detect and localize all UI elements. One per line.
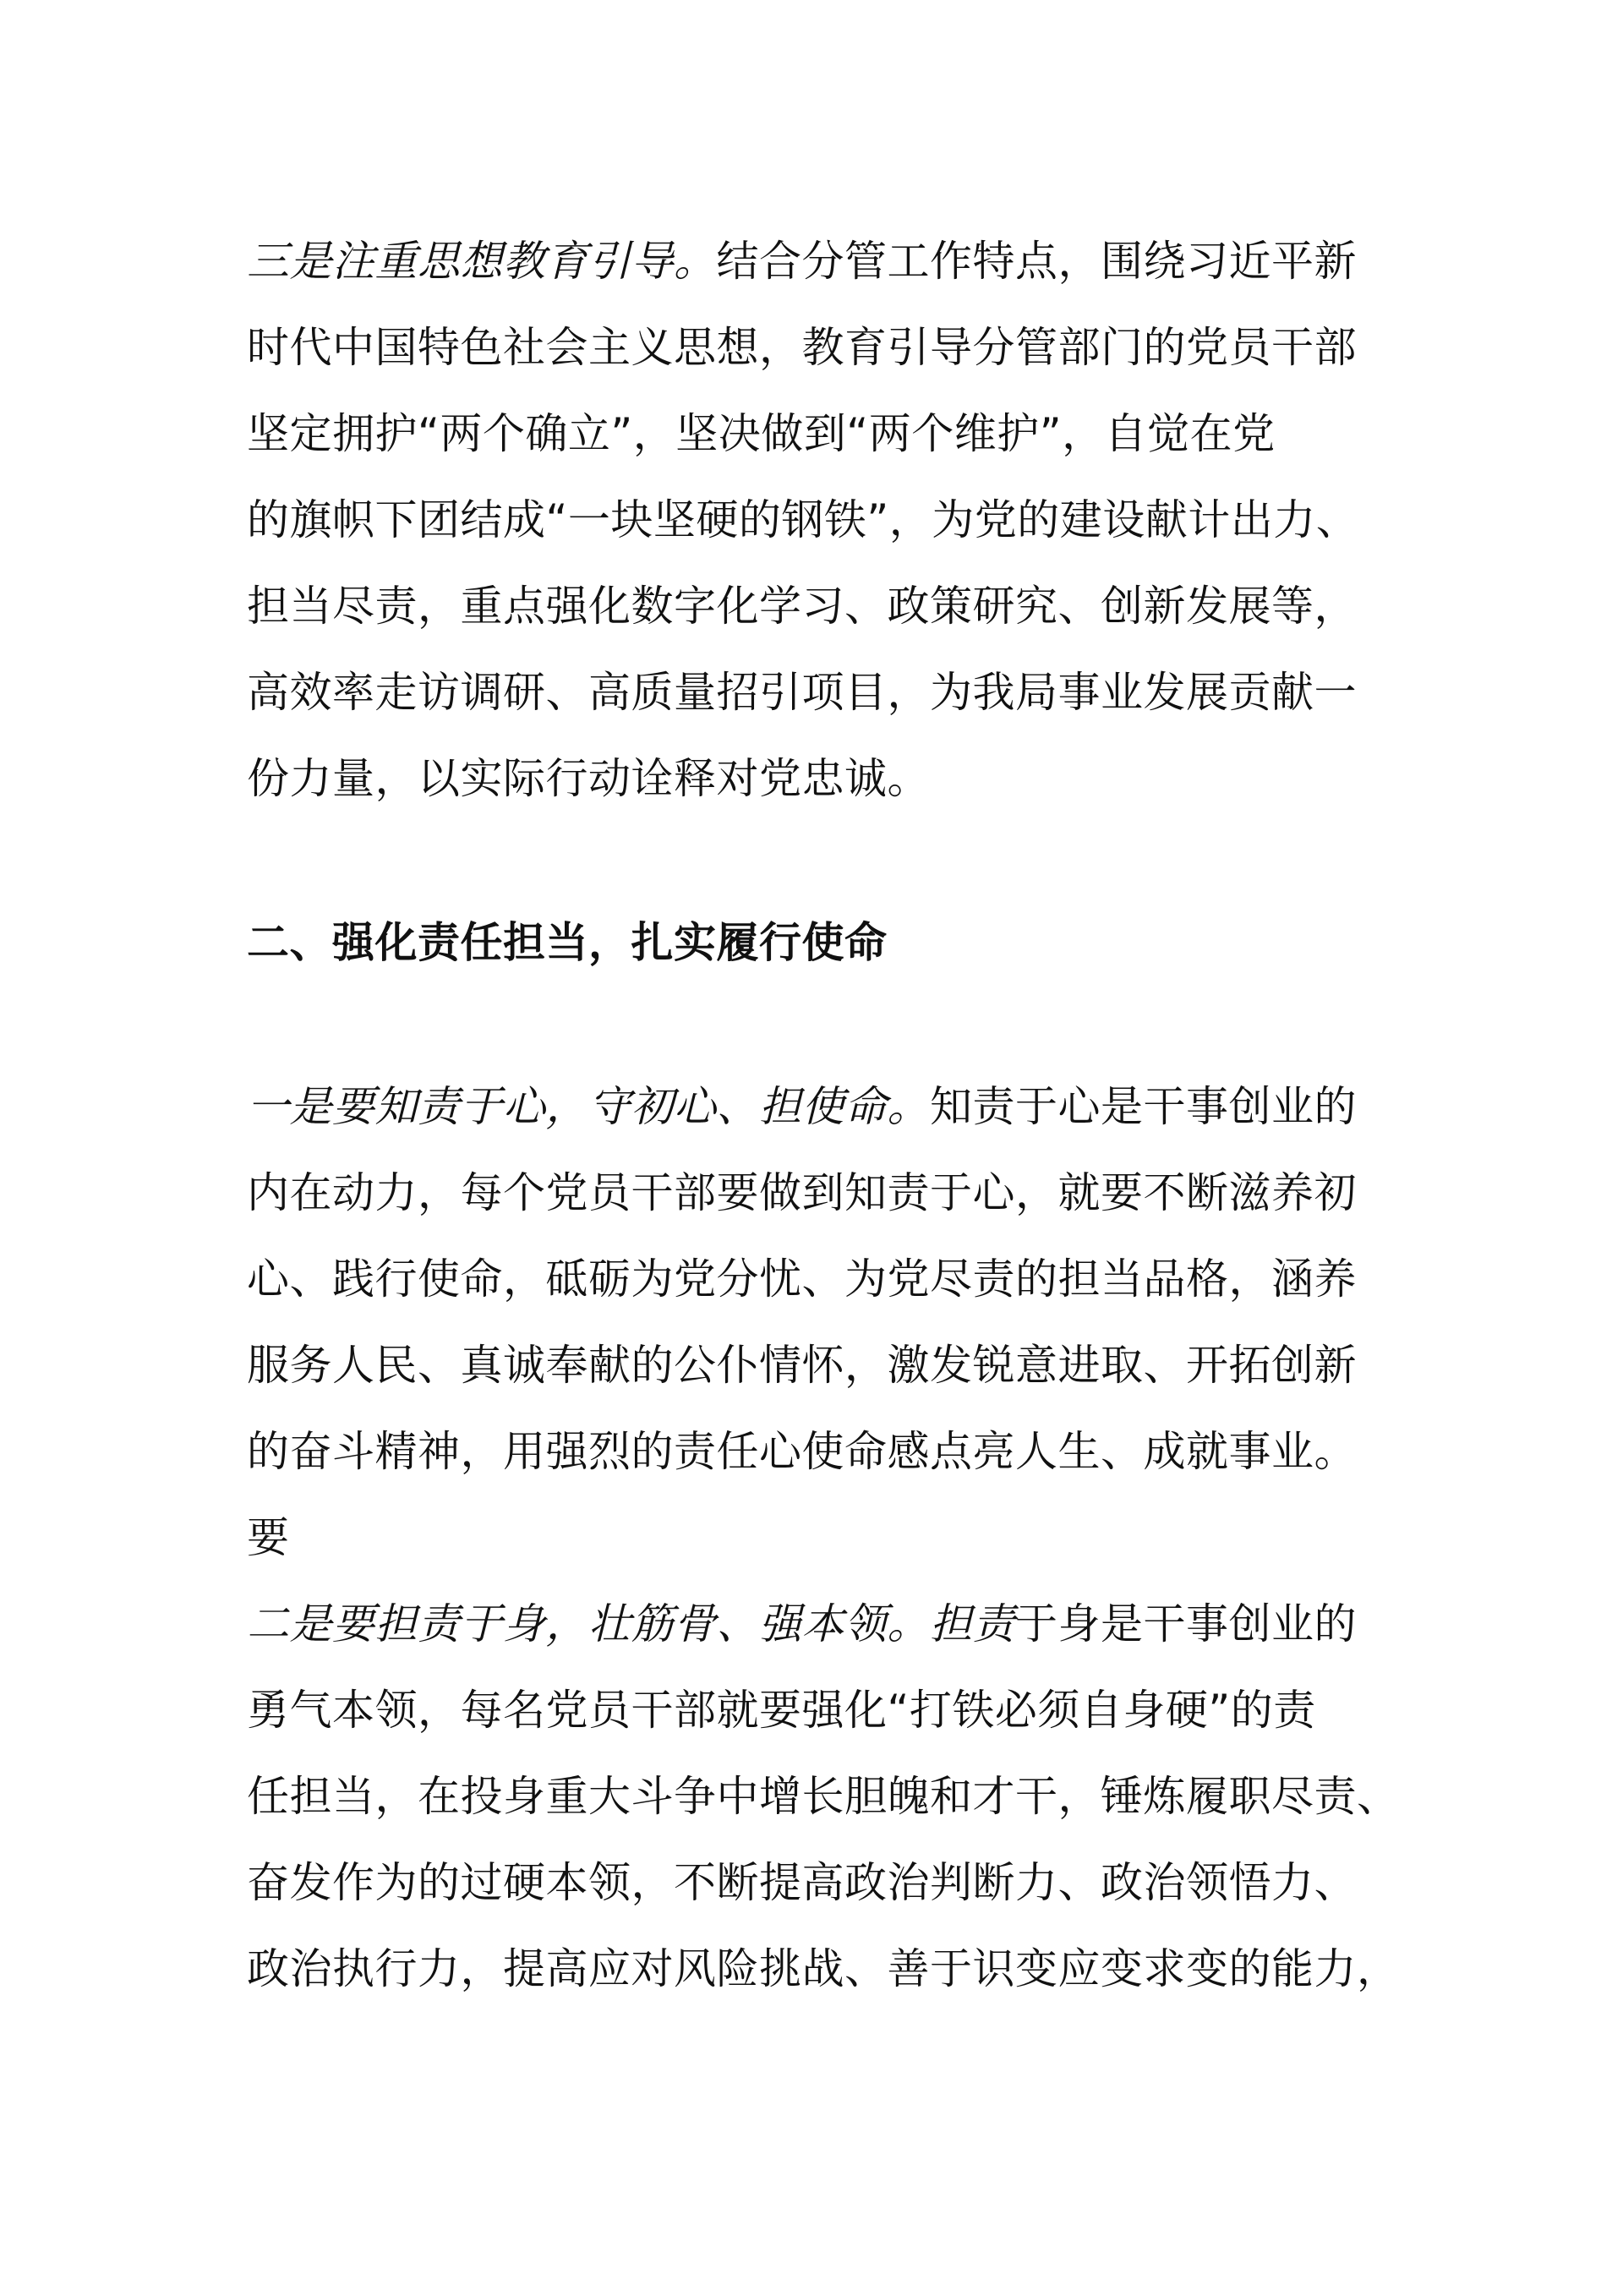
paragraph-1-lead: 三是注重思想教育引导。 <box>247 237 717 286</box>
paragraph-2-line-3: 心、践行使命，砥砺为党分忧、为党尽责的担当品格，涵养 <box>247 1255 1357 1304</box>
paragraph-1-line-1 <box>247 218 1413 304</box>
paragraph-1-text: 结合分管工作特点，围绕习近平新 <box>716 237 1357 286</box>
paragraph-2-line-1 <box>247 1063 1413 1150</box>
paragraph-1-line-6: 高效率走访调研、高质量招引项目，为我局事业发展贡献一 <box>247 668 1357 717</box>
paragraph-3-line-2: 勇气本领，每名党员干部就要强化“打铁必须自身硬”的责 <box>247 1686 1316 1735</box>
paragraph-spacer <box>247 822 1413 899</box>
paragraph-2-line-2: 内在动力，每个党员干部要做到知责于心，就要不断滋养初 <box>247 1168 1357 1217</box>
paragraph-3-line-5: 政治执行力，提高应对风险挑战、善于识变应变求变的能力， <box>247 1944 1400 1993</box>
paragraph-1-line-3: 坚定拥护“两个确立”，坚决做到“两个维护”，自觉在党 <box>247 409 1276 458</box>
paragraph-2-line-6: 要 <box>247 1513 290 1562</box>
paragraph-1-line-2: 时代中国特色社会主义思想，教育引导分管部门的党员干部 <box>247 323 1357 372</box>
paragraph-2-lead: 一是要知责于心，守初心、担使命。 <box>247 1082 930 1131</box>
paragraph-3-line-4: 奋发作为的过硬本领，不断提高政治判断力、政治领悟力、 <box>247 1858 1357 1907</box>
paragraph-1-line-7: 份力量，以实际行动诠释对党忠诚。 <box>247 754 930 803</box>
paragraph-3-line-3: 任担当，在投身重大斗争中增长胆魄和才干，锤炼履职尽责、 <box>247 1772 1400 1821</box>
paragraph-2-text: 知责于心是干事创业的 <box>930 1082 1357 1131</box>
paragraph-spacer <box>247 986 1413 1063</box>
paragraph-2-line-5: 的奋斗精神，用强烈的责任心使命感点亮人生、成就事业。 <box>247 1427 1357 1476</box>
paragraph-3-lead: 二是要担责于身，壮筋骨、强本领。担责 <box>247 1599 1015 1648</box>
document-body <box>247 218 1413 2012</box>
paragraph-2-line-4: 服务人民、真诚奉献的公仆情怀，激发锐意进取、开拓创新 <box>247 1341 1357 1390</box>
paragraph-1-line-5: 担当尽责，重点强化数字化学习、政策研究、创新发展等， <box>247 582 1357 631</box>
paragraph-3-line-1 <box>247 1581 1413 1667</box>
paragraph-3-text: 于身是干事创业的 <box>1015 1599 1357 1648</box>
section-heading: 二、强化责任担当，扎实履行使命 <box>247 918 888 967</box>
paragraph-1-line-4: 的旗帜下团结成“一块坚硬的钢铁”，为党的建设献计出力、 <box>247 495 1359 544</box>
